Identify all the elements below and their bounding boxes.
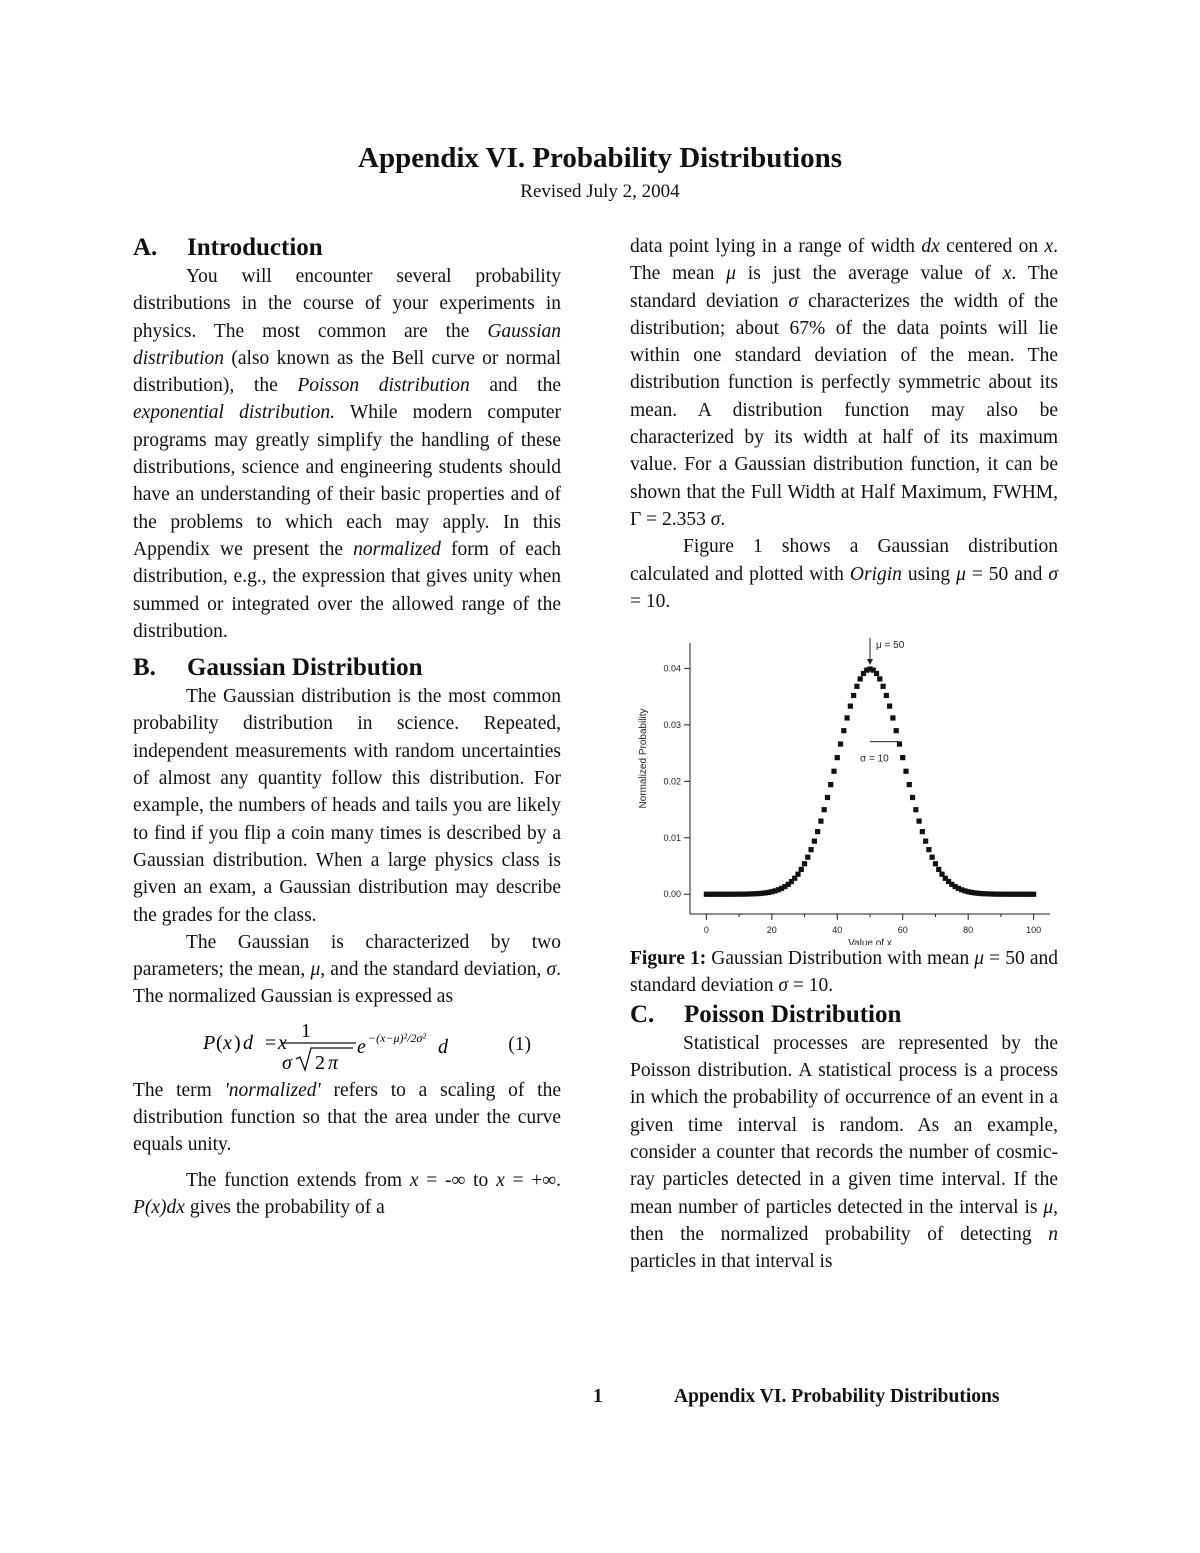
svg-text:d: d (243, 1031, 253, 1054)
data-point (920, 829, 925, 834)
svg-text:1: 1 (301, 1019, 311, 1042)
poisson-paragraph: Statistical processes are represented by the Poisson distribution. A statistical process is a process in which the probability of occurrence of an event in a given time interval is random. As an example, consider a counter that records the number of cosmic-ray particles detected in a given time interval. If the mean number of particles detected in the interval is μ, then the normalized probability of detecting n particles in that interval is (630, 1032, 1058, 1273)
y-tick-label: 0.00 (663, 889, 681, 900)
x-axis-label: Value of x (848, 938, 892, 946)
svg-text:σ: σ (282, 1051, 292, 1074)
data-point (936, 867, 941, 872)
svg-text:π: π (328, 1051, 339, 1074)
data-point (818, 819, 823, 824)
x-tick-label: 0 (703, 925, 709, 936)
y-tick-label: 0.02 (663, 776, 681, 787)
data-point (880, 684, 885, 689)
data-point (848, 704, 853, 709)
section-title: Introduction (187, 234, 323, 261)
mu-label: μ = 50 (876, 640, 905, 652)
section-letter: C. (630, 1000, 655, 1028)
mu-arrow-head (867, 659, 873, 665)
data-point (897, 742, 902, 747)
data-point (805, 855, 810, 860)
data-point (828, 782, 833, 787)
svg-text:2: 2 (315, 1051, 325, 1074)
data-point (910, 795, 915, 800)
data-point (913, 807, 918, 812)
data-point (835, 755, 840, 760)
gaussian-paragraph-1: The Gaussian distribution is the most common probability distribution in science. Repeated, independent measurements with random uncertainties of almost any quantity follow this distribution. For example, the numbers of heads and tails you are likely to find if you flip a coin many times is described by a Gaussian distribution. When a large physics class is given an exam, a Gaussian distribution may describe the grades for the class. (133, 686, 561, 926)
data-point (851, 693, 856, 698)
data-point (822, 807, 827, 812)
svg-text:P: P (203, 1031, 216, 1054)
svg-text:d: d (438, 1035, 448, 1058)
section-c-heading (630, 1000, 1058, 1030)
x-tick-label: 40 (832, 925, 843, 936)
data-point (812, 839, 817, 844)
y-axis-label: Normalized Probability (638, 708, 649, 809)
svg-text:=: = (265, 1031, 277, 1054)
equation-number: (1) (508, 1033, 531, 1055)
data-point (907, 782, 912, 787)
data-point (854, 684, 859, 689)
svg-text:): ) (234, 1031, 241, 1054)
y-tick-label: 0.03 (663, 720, 681, 731)
data-point (858, 676, 863, 681)
data-point (923, 839, 928, 844)
data-point (903, 769, 908, 774)
chart-points (704, 667, 1036, 897)
sigma-label: σ = 10 (860, 753, 889, 765)
data-point (799, 867, 804, 872)
normalized-paragraph: The term 'normalized' refers to a scaling of the distribution function so that the area under the curve equals unity. (133, 1079, 561, 1156)
data-point (838, 742, 843, 747)
gaussian-paragraph-continued: data point lying in a range of width dx centered on x. The mean μ is just the average value of x. The standard deviation σ characterizes the width of the distribution; about 67% of the data points will lie within one standard deviation of the mean. The distribution function is perfectly symmetric about its mean. A distribution function may also be characterized by its width at half of its maximum value. For a Gaussian distribution function, it can be shown that the Full Width at Half Maximum, FWHM, Γ = 2.353 σ. (630, 236, 1059, 530)
gaussian-equation (133, 1013, 561, 1075)
data-point (874, 671, 879, 676)
y-tick-label: 0.01 (663, 832, 681, 843)
page-title: Appendix VI. Probability Distributions (358, 142, 842, 174)
data-point (916, 819, 921, 824)
page-number: 1 (593, 1386, 603, 1407)
x-tick-label: 60 (897, 925, 908, 936)
data-point (1031, 892, 1036, 897)
section-letter: A. (133, 234, 158, 261)
section-a-heading (133, 233, 561, 263)
data-point (841, 728, 846, 733)
data-point (900, 755, 905, 760)
data-point (831, 769, 836, 774)
data-point (933, 861, 938, 866)
data-point (930, 855, 935, 860)
left-column (133, 233, 561, 1221)
data-point (802, 861, 807, 866)
section-letter: B. (133, 654, 156, 682)
svg-text:−(x−μ)²/2σ²: −(x−μ)²/2σ² (368, 1030, 426, 1045)
data-point (844, 716, 849, 721)
data-point (808, 847, 813, 852)
gaussian-chart (630, 623, 1058, 945)
equation-graphic (193, 1013, 513, 1075)
svg-text:e: e (357, 1035, 366, 1058)
section-title: Poisson Distribution (684, 1000, 902, 1028)
section-title: Gaussian Distribution (187, 654, 423, 682)
figure-caption: Figure 1: Gaussian Distribution with mean μ = 50 and standard deviation σ = 10. (630, 948, 1058, 997)
figure-intro-paragraph: Figure 1 shows a Gaussian distribution calculated and plotted with Origin using μ = 50 and σ = 10. (630, 536, 1058, 612)
extent-paragraph: The function extends from x = -∞ to x = +∞. P(x)dx gives the probability of a (133, 1169, 562, 1218)
data-point (894, 728, 899, 733)
intro-paragraph: You will encounter several probability distributions in the course of your experiments in physics. The most common are the Gaussian distribution (also known as the Bell curve or normal distribution), the Poisson distribution and the exponential distribution. While modern computer programs may greatly simplify the handling of these distributions, science and engineering students should have an understanding of their basic properties and of the problems to which each may apply. In this Appendix we present the normalized form of each distribution, e.g., the expression that gives unity when summed or integrated over the allowed range of the distribution. (133, 266, 562, 642)
chart-axes (638, 643, 1050, 945)
revision-date: Revised July 2, 2004 (520, 181, 680, 202)
x-tick-label: 100 (1026, 925, 1042, 936)
y-tick-label: 0.04 (663, 663, 681, 674)
svg-text:x: x (223, 1031, 232, 1054)
footer-title: Appendix VI. Probability Distributions (674, 1386, 1000, 1407)
data-point (795, 872, 800, 877)
data-point (877, 676, 882, 681)
figure-1 (630, 623, 1058, 945)
right-column (630, 233, 1058, 1275)
svg-text:(: ( (216, 1031, 223, 1054)
data-point (884, 693, 889, 698)
data-point (815, 829, 820, 834)
svg-text:x: x (278, 1031, 287, 1054)
x-tick-label: 20 (766, 925, 777, 936)
data-point (825, 795, 830, 800)
data-point (887, 704, 892, 709)
section-b-heading (133, 653, 561, 683)
gaussian-paragraph-2: The Gaussian is characterized by two parameters; the mean, μ, and the standard deviation, σ. The normalized Gaussian is expressed as (133, 931, 562, 1008)
data-point (890, 716, 895, 721)
x-tick-label: 80 (963, 925, 974, 936)
data-point (926, 847, 931, 852)
